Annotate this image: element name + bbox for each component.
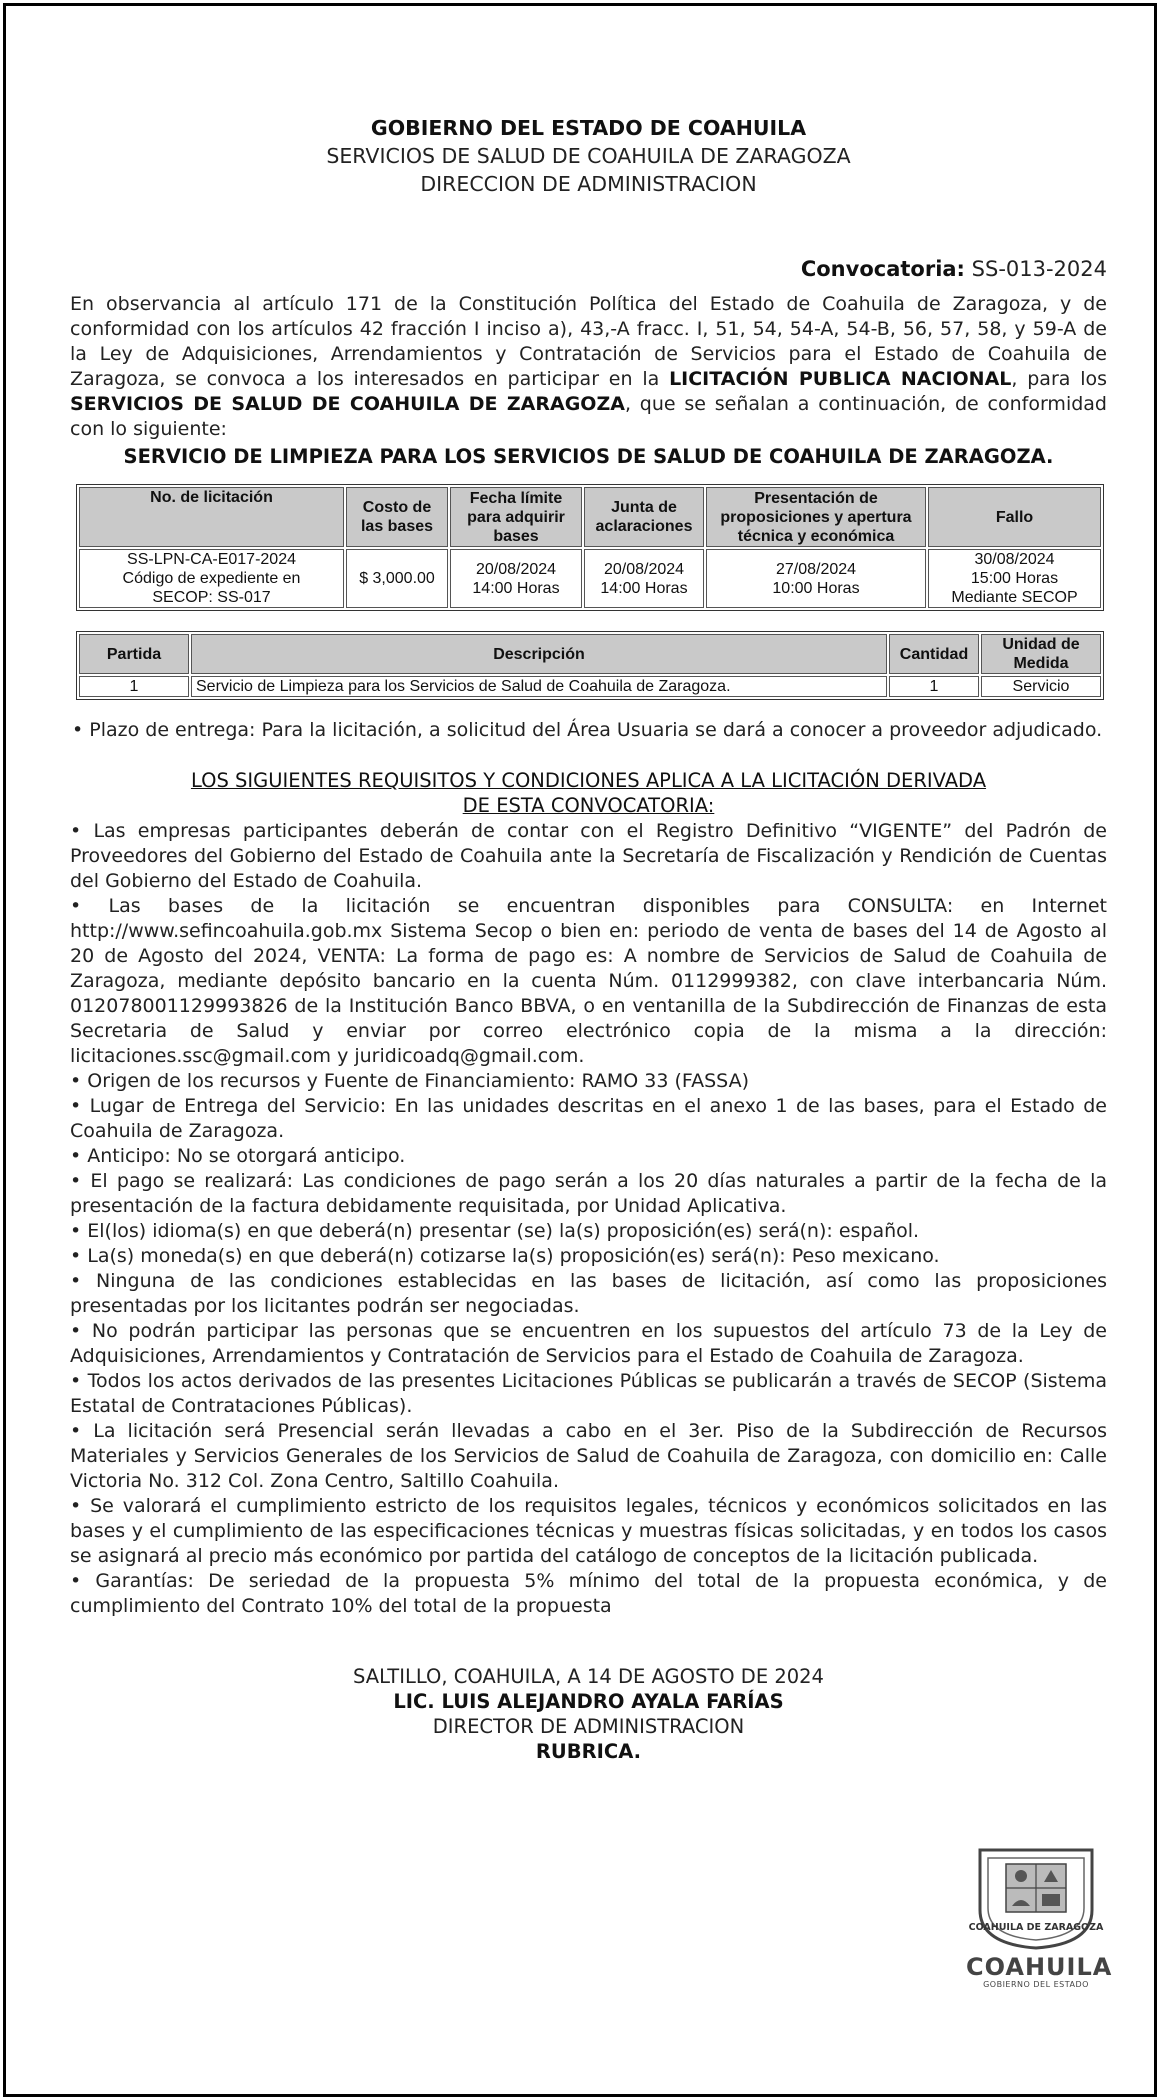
fallo-time: 15:00 Horas xyxy=(970,570,1059,587)
th-partida: Partida xyxy=(79,634,189,674)
requisitos-title-line1: LOS SIGUIENTES REQUISITOS Y CONDICIONES APLICA A LA LICITACIÓN DERIVADA xyxy=(190,769,987,792)
header-government: GOBIERNO DEL ESTADO DE COAHUILA xyxy=(370,116,807,140)
logo-name: COAHUILA xyxy=(966,1953,1113,1981)
plazo-entrega: • Plazo de entrega: Para la licitación, a solicitud del Área Usuaria se dará a conocer a proveedor adjudicado. xyxy=(72,719,1103,741)
list-item: • Ninguna de las condiciones establecidas en las bases de licitación, así como las proposiciones presentadas por los licitantes podrán ser negociadas. xyxy=(70,1270,1107,1317)
list-item: • Todos los actos derivados de las presentes Licitaciones Públicas se publicarán a través de SECOP (Sistema Estatal de Contrataciones Públicas). xyxy=(70,1370,1107,1417)
service-subtitle: SERVICIO DE LIMPIEZA PARA LOS SERVICIOS DE SALUD DE COAHUILA DE ZARAGOZA. xyxy=(123,445,1054,468)
list-item: • El pago se realizará: Las condiciones de pago serán a los 20 días naturales a partir de la fecha de la presentación de la factura debidamente requisitada, por Unidad Aplicativa. xyxy=(70,1170,1107,1217)
fallo-date: 30/08/2024 xyxy=(974,551,1055,568)
th-fallo: Fallo xyxy=(928,487,1101,547)
td-presentacion xyxy=(706,549,926,608)
convocatoria-value: SS-013-2024 xyxy=(971,257,1107,281)
coahuila-logo xyxy=(966,1840,1113,1989)
intro-paragraph xyxy=(70,292,1107,442)
junta-date: 20/08/2024 xyxy=(603,560,685,578)
list-item: • La(s) moneda(s) en que deberá(n) cotizarse la(s) proposición(es) será(n): Peso mexicano. xyxy=(70,1245,940,1267)
header-agency: SERVICIOS DE SALUD DE COAHUILA DE ZARAGOZA xyxy=(326,144,851,168)
td-junta xyxy=(584,549,704,608)
list-item: • El(los) idioma(s) en que deberá(n) presentar (se) la(s) proposición(es) será(n): español. xyxy=(70,1220,920,1242)
th-fecha-limite: Fecha límite para adquirir bases xyxy=(450,487,582,547)
junta-time: 14:00 Horas xyxy=(600,579,688,597)
fecha-limite-time: 14:00 Horas xyxy=(472,579,560,597)
document-header xyxy=(70,114,1107,198)
table-header-row xyxy=(79,487,1101,547)
th-licitacion: No. de licitación xyxy=(79,487,344,547)
signature-block xyxy=(70,1664,1107,1764)
requisitos-title-line2: DE ESTA CONVOCATORIA: xyxy=(462,794,715,817)
th-junta: Junta de aclaraciones xyxy=(584,487,704,547)
intro-text-1: En observancia al artículo 171 de la Constitución Política del Estado de Coahuila de Zaragoza, y de conformidad con los artículos 42 fracción I inciso a), 43,-A fracc. I, 51, 54, 54-A, 54-B, 56, 57, 58, y 59-A de la Ley de Adquisiciones, Arrendamientos y Contratación de Servicios para el Estado de Coahuila de Zaragoza, se convoca a los interesados en participar en la xyxy=(70,293,1107,390)
th-unidad: Unidad de Medida xyxy=(981,634,1101,674)
list-item: • Las empresas participantes deberán de contar con el Registro Definitivo “VIGENTE” del Padrón de Proveedores del Gobierno del Estado de Coahuila ante la Secretaría de Fiscalización y Rendición de Cuentas del Gobierno del Estado de Coahuila. xyxy=(70,820,1107,892)
header-direction: DIRECCION DE ADMINISTRACION xyxy=(420,172,757,196)
intro-text-2: , para los xyxy=(1011,368,1107,390)
list-item: • La licitación será Presencial serán llevadas a cabo en el 3er. Piso de la Subdirección de Recursos Materiales y Servicios Generales de los Servicios de Salud de Coahuila de Zaragoza, con domicilio en: Calle Victoria No. 312 Col. Zona Centro, Saltillo Coahuila. xyxy=(70,1420,1107,1492)
td-unidad: Servicio xyxy=(981,676,1101,697)
td-descripcion: Servicio de Limpieza para los Servicios de Salud de Coahuila de Zaragoza. xyxy=(191,676,887,697)
td-costo: $ 3,000.00 xyxy=(346,549,448,608)
convocatoria-number xyxy=(70,257,1107,281)
requisitos-list xyxy=(70,819,1107,1619)
td-partida: 1 xyxy=(79,676,189,697)
list-item: • Las bases de la licitación se encuentran disponibles para CONSULTA: en Internet http://www.sefincoahuila.gob.mx Sistema Secop o bien en: periodo de venta de bases del 14 de Agosto al 20 de Agosto del 2024, VENTA: La forma de pago es: A nombre de Servicios de Salud de Coahuila de Zaragoza, mediante depósito bancario en la cuenta Núm. 0112999382, con clave interbancaria Núm. 012078001129993826 de la Institución Banco BBVA, o en ventanilla de la Subdirección de Finanzas de esta Secretaria de Salud y enviar por correo electrónico copia de la misma a la dirección: licitaciones.ssc@gmail.com y juridicoadq@gmail.com. xyxy=(70,895,1107,1067)
fecha-limite-date: 20/08/2024 xyxy=(475,560,557,578)
td-fallo xyxy=(928,549,1101,608)
coat-of-arms-icon xyxy=(966,1840,1106,1950)
th-descripcion: Descripción xyxy=(191,634,887,674)
intro-bold-licitacion: LICITACIÓN PUBLICA NACIONAL xyxy=(669,368,1012,390)
td-fecha-limite xyxy=(450,549,582,608)
table-header-row xyxy=(79,634,1101,674)
td-licitacion xyxy=(79,549,344,608)
partida-table xyxy=(76,631,1104,700)
signer-title: DIRECTOR DE ADMINISTRACION xyxy=(432,1715,745,1738)
list-item: • Origen de los recursos y Fuente de Financiamiento: RAMO 33 (FASSA) xyxy=(70,1070,749,1092)
th-cantidad: Cantidad xyxy=(889,634,979,674)
table-row xyxy=(79,549,1101,608)
licitacion-secop: SECOP: SS-017 xyxy=(152,589,271,606)
fallo-mode: Mediante SECOP xyxy=(951,589,1078,606)
table-row xyxy=(79,676,1101,697)
th-presentacion: Presentación de proposiciones y apertura técnica y económica xyxy=(706,487,926,547)
licitacion-table xyxy=(76,484,1104,611)
list-item: • No podrán participar las personas que se encuentren en los supuestos del artículo 73 de la Ley de Adquisiciones, Arrendamientos y Contratación de Servicios para el Estado de Coahuila de Zaragoza. xyxy=(70,1320,1107,1367)
logo-subtitle: GOBIERNO DEL ESTADO xyxy=(983,1980,1089,1989)
requisitos-title xyxy=(70,768,1107,818)
signer-name: LIC. LUIS ALEJANDRO AYALA FARÍAS xyxy=(393,1690,784,1713)
presentacion-time: 10:00 Horas xyxy=(772,579,860,597)
intro-bold-servicios: SERVICIOS DE SALUD DE COAHUILA DE ZARAGOZA xyxy=(70,393,625,415)
presentacion-date: 27/08/2024 xyxy=(775,560,857,578)
list-item: • Anticipo: No se otorgará anticipo. xyxy=(70,1145,406,1167)
list-item: • Garantías: De seriedad de la propuesta 5% mínimo del total de la propuesta económica, y de cumplimiento del Contrato 10% del total de la propuesta xyxy=(70,1570,1107,1617)
convocatoria-label: Convocatoria: xyxy=(800,257,965,281)
seal-text: COAHUILA DE ZARAGOZA xyxy=(968,1922,1104,1933)
list-item: • Se valorará el cumplimiento estricto de los requisitos legales, técnicos y económicos solicitados en las bases y el cumplimiento de las especificaciones técnicas y muestras físicas solicitadas, y en todos los casos se asignará al precio más económico por partida del catálogo de conceptos de la licitación publicada. xyxy=(70,1495,1107,1567)
licitacion-number: SS-LPN-CA-E017-2024 xyxy=(127,551,296,568)
place-date: SALTILLO, COAHUILA, A 14 DE AGOSTO DE 2024 xyxy=(353,1665,824,1688)
rubrica: RUBRICA. xyxy=(535,1740,642,1763)
th-costo: Costo de las bases xyxy=(346,487,448,547)
td-cantidad: 1 xyxy=(889,676,979,697)
licitacion-code-label: Código de expediente en xyxy=(122,570,301,587)
list-item: • Lugar de Entrega del Servicio: En las unidades descritas en el anexo 1 de las bases, para el Estado de Coahuila de Zaragoza. xyxy=(70,1095,1107,1142)
intro-text-3: , que se señalan a continuación, de conformidad con lo siguiente: xyxy=(70,393,1107,440)
